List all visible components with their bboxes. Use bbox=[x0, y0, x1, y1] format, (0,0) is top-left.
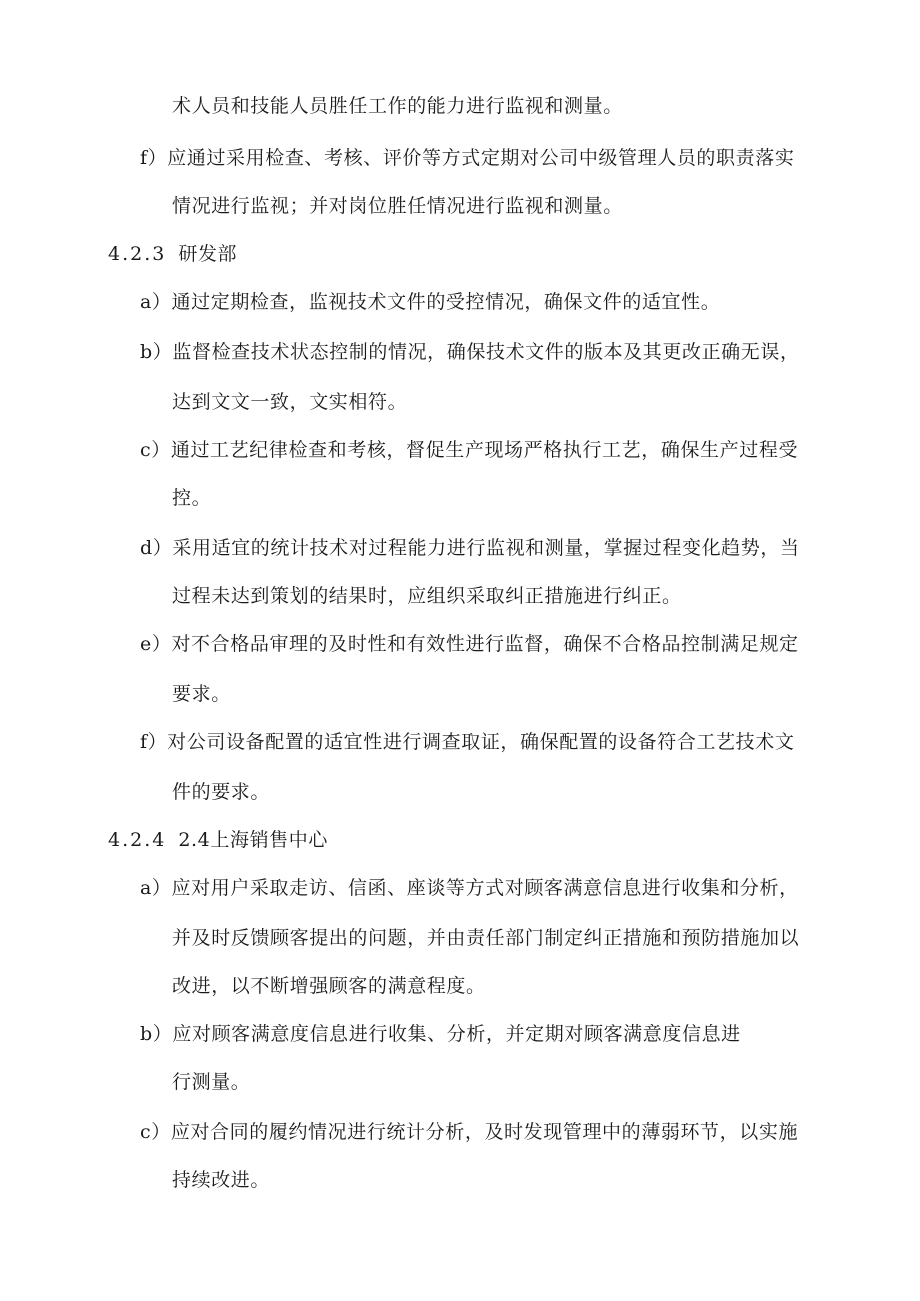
list-item-c bbox=[140, 1120, 798, 1144]
list-marker: c） bbox=[140, 439, 171, 461]
paragraph-continuation: 术人员和技能人员胜任工作的能力进行监视和测量。 bbox=[172, 95, 623, 117]
list-marker: d） bbox=[140, 537, 173, 559]
list-item-text: 通过工艺纪律检查和考核，督促生产现场严格执行工艺，确保生产过程受 bbox=[170, 439, 799, 461]
section-title: 研发部 bbox=[178, 243, 238, 265]
list-marker: c） bbox=[140, 1121, 171, 1143]
list-marker: a） bbox=[140, 291, 172, 313]
list-item-continuation: 持续改进。 bbox=[172, 1169, 271, 1191]
list-marker: b） bbox=[140, 341, 173, 363]
list-item-continuation: 达到文文一致，文实相符。 bbox=[172, 391, 408, 413]
section-heading-424 bbox=[108, 828, 328, 852]
list-item-text: 通过定期检查，监视技术文件的受控情况，确保文件的适宜性。 bbox=[171, 291, 721, 313]
section-title: 2.4上海销售中心 bbox=[178, 829, 328, 851]
list-item-continuation: 要求。 bbox=[172, 683, 231, 705]
list-marker: b） bbox=[140, 1023, 173, 1045]
list-item-b bbox=[140, 340, 800, 364]
list-item-text: 采用适宜的统计技术对过程能力进行监视和测量，掌握过程变化趋势，当 bbox=[172, 537, 800, 559]
list-item-continuation: 件的要求。 bbox=[172, 781, 271, 803]
list-item-f bbox=[140, 730, 794, 754]
section-number: 4.2.3 bbox=[108, 243, 167, 265]
list-item-f-prev bbox=[140, 146, 794, 170]
list-item-continuation: 行测量。 bbox=[172, 1071, 251, 1093]
list-item-a bbox=[140, 290, 720, 314]
list-item-c bbox=[140, 438, 798, 462]
list-marker: f） bbox=[140, 147, 168, 169]
list-item-text: 监督检查技术状态控制的情况，确保技术文件的版本及其更改正确无误， bbox=[172, 341, 800, 363]
list-item-continuation: 改进，以不断增强顾客的满意程度。 bbox=[172, 975, 486, 997]
list-marker: a） bbox=[140, 877, 172, 899]
list-item-e bbox=[140, 632, 799, 656]
list-item-continuation: 情况进行监视；并对岗位胜任情况进行监视和测量。 bbox=[172, 195, 623, 217]
list-item-a bbox=[140, 876, 799, 900]
list-item-text: 应对合同的履约情况进行统计分析，及时发现管理中的薄弱环节，以实施 bbox=[170, 1121, 799, 1143]
list-item-text: 对不合格品审理的及时性和有效性进行监督，确保不合格品控制满足规定 bbox=[171, 633, 799, 655]
section-number: 4.2.4 bbox=[108, 829, 167, 851]
list-item-continuation: 控。 bbox=[172, 487, 212, 509]
list-item-text: 对公司设备配置的适宜性进行调查取证，确保配置的设备符合工艺技术文 bbox=[167, 731, 795, 753]
list-item-continuation: 并及时反馈顾客提出的问题，并由责任部门制定纠正措施和预防措施加以 bbox=[172, 927, 800, 949]
list-item-text: 应对用户采取走访、信函、座谈等方式对顾客满意信息进行收集和分析， bbox=[171, 877, 799, 899]
list-marker: f） bbox=[140, 731, 168, 753]
list-item-continuation: 过程未达到策划的结果时，应组织采取纠正措施进行纠正。 bbox=[172, 585, 682, 607]
list-item-b bbox=[140, 1022, 741, 1046]
section-heading-423 bbox=[108, 242, 237, 266]
list-item-d bbox=[140, 536, 800, 560]
list-item-text: 应对顾客满意度信息进行收集、分析，并定期对顾客满意度信息进 bbox=[172, 1023, 741, 1045]
list-item-text: 应通过采用检查、考核、评价等方式定期对公司中级管理人员的职责落实 bbox=[167, 147, 795, 169]
list-marker: e） bbox=[140, 633, 172, 655]
